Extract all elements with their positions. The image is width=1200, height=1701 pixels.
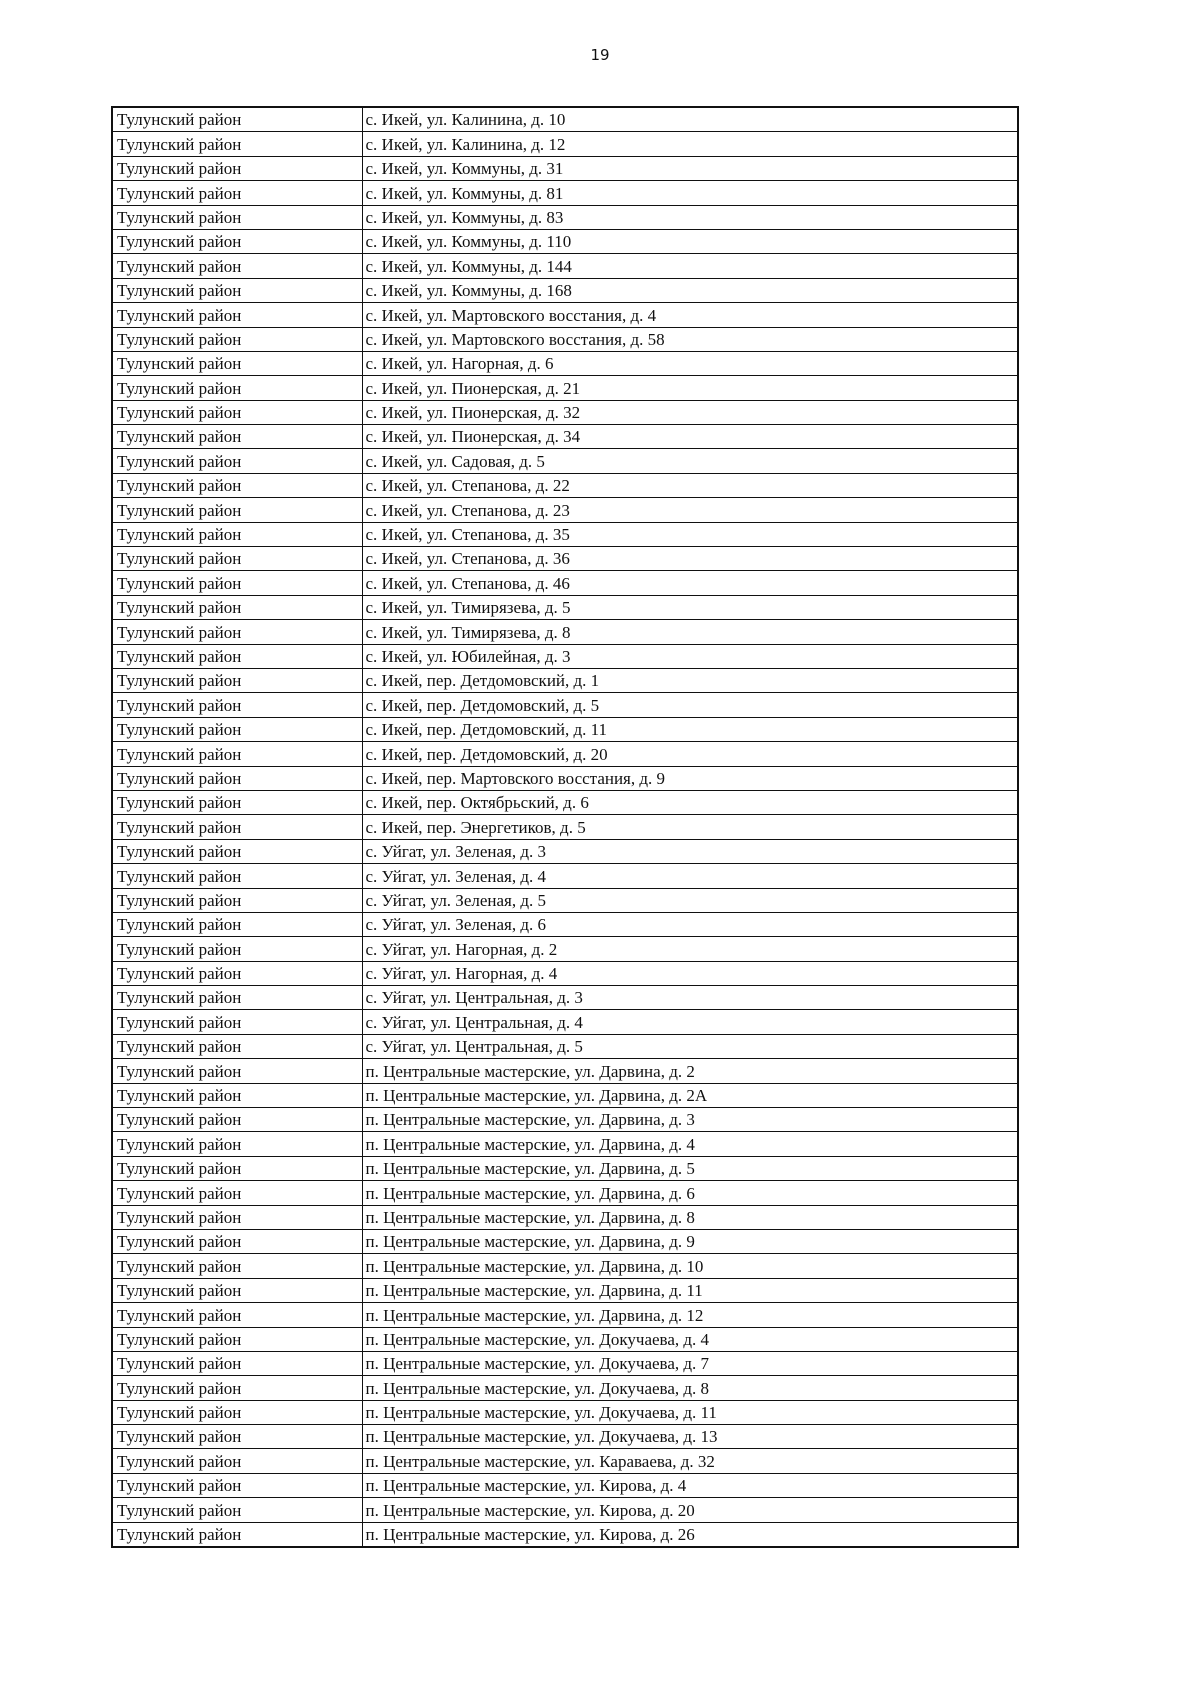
district-cell: Тулунский район: [112, 620, 362, 644]
table-row: [112, 351, 1018, 375]
district-cell: Тулунский район: [112, 790, 362, 814]
table-row: [112, 742, 1018, 766]
address-cell: с. Икей, ул. Степанова, д. 36: [362, 547, 1018, 571]
address-cell: с. Уйгат, ул. Центральная, д. 5: [362, 1034, 1018, 1058]
table-row: [112, 498, 1018, 522]
table-row: [112, 668, 1018, 692]
address-table-body: [112, 107, 1018, 1547]
address-cell: с. Икей, ул. Калинина, д. 12: [362, 132, 1018, 156]
address-cell: с. Икей, пер. Детдомовский, д. 11: [362, 717, 1018, 741]
district-cell: Тулунский район: [112, 400, 362, 424]
district-cell: Тулунский район: [112, 1156, 362, 1180]
address-cell: п. Центральные мастерские, ул. Дарвина, д. 10: [362, 1254, 1018, 1278]
table-row: [112, 1303, 1018, 1327]
district-cell: Тулунский район: [112, 1205, 362, 1229]
district-cell: Тулунский район: [112, 1010, 362, 1034]
address-cell: с. Икей, ул. Тимирязева, д. 5: [362, 595, 1018, 619]
address-cell: п. Центральные мастерские, ул. Кирова, д. 4: [362, 1473, 1018, 1497]
address-cell: с. Икей, пер. Детдомовский, д. 20: [362, 742, 1018, 766]
district-cell: Тулунский район: [112, 571, 362, 595]
district-cell: Тулунский район: [112, 742, 362, 766]
address-cell: с. Икей, ул. Степанова, д. 23: [362, 498, 1018, 522]
district-cell: Тулунский район: [112, 668, 362, 692]
address-cell: с. Икей, ул. Тимирязева, д. 8: [362, 620, 1018, 644]
table-row: [112, 1059, 1018, 1083]
address-cell: с. Икей, ул. Мартовского восстания, д. 58: [362, 327, 1018, 351]
district-cell: Тулунский район: [112, 1108, 362, 1132]
address-cell: п. Центральные мастерские, ул. Дарвина, д. 6: [362, 1181, 1018, 1205]
table-row: [112, 547, 1018, 571]
address-cell: с. Уйгат, ул. Зеленая, д. 4: [362, 864, 1018, 888]
table-row: [112, 815, 1018, 839]
table-row: [112, 1205, 1018, 1229]
address-cell: с. Икей, пер. Детдомовский, д. 1: [362, 668, 1018, 692]
table-row: [112, 107, 1018, 132]
table-row: [112, 1522, 1018, 1547]
table-row: [112, 717, 1018, 741]
district-cell: Тулунский район: [112, 1498, 362, 1522]
district-cell: Тулунский район: [112, 229, 362, 253]
table-row: [112, 1376, 1018, 1400]
district-cell: Тулунский район: [112, 1034, 362, 1058]
address-cell: с. Икей, ул. Коммуны, д. 144: [362, 254, 1018, 278]
table-row: [112, 376, 1018, 400]
district-cell: Тулунский район: [112, 644, 362, 668]
district-cell: Тулунский район: [112, 1351, 362, 1375]
address-cell: с. Уйгат, ул. Нагорная, д. 4: [362, 961, 1018, 985]
district-cell: Тулунский район: [112, 156, 362, 180]
district-cell: Тулунский район: [112, 132, 362, 156]
table-row: [112, 254, 1018, 278]
address-cell: с. Икей, пер. Мартовского восстания, д. 9: [362, 766, 1018, 790]
address-cell: с. Икей, ул. Пионерская, д. 32: [362, 400, 1018, 424]
district-cell: Тулунский район: [112, 473, 362, 497]
address-cell: с. Икей, ул. Коммуны, д. 110: [362, 229, 1018, 253]
district-cell: Тулунский район: [112, 1376, 362, 1400]
district-cell: Тулунский район: [112, 522, 362, 546]
address-cell: п. Центральные мастерские, ул. Дарвина, д. 12: [362, 1303, 1018, 1327]
district-cell: Тулунский район: [112, 351, 362, 375]
address-cell: с. Икей, ул. Пионерская, д. 34: [362, 425, 1018, 449]
table-row: [112, 278, 1018, 302]
table-row: [112, 912, 1018, 936]
address-cell: с. Уйгат, ул. Зеленая, д. 5: [362, 888, 1018, 912]
table-row: [112, 425, 1018, 449]
address-cell: с. Икей, пер. Энергетиков, д. 5: [362, 815, 1018, 839]
address-cell: п. Центральные мастерские, ул. Докучаева, д. 4: [362, 1327, 1018, 1351]
address-cell: п. Центральные мастерские, ул. Дарвина, д. 8: [362, 1205, 1018, 1229]
district-cell: Тулунский район: [112, 815, 362, 839]
district-cell: Тулунский район: [112, 1132, 362, 1156]
district-cell: Тулунский район: [112, 888, 362, 912]
district-cell: Тулунский район: [112, 693, 362, 717]
table-row: [112, 1108, 1018, 1132]
table-row: [112, 156, 1018, 180]
address-cell: п. Центральные мастерские, ул. Дарвина, д. 11: [362, 1278, 1018, 1302]
table-row: [112, 571, 1018, 595]
district-cell: Тулунский район: [112, 595, 362, 619]
address-cell: с. Икей, пер. Детдомовский, д. 5: [362, 693, 1018, 717]
table-row: [112, 229, 1018, 253]
district-cell: Тулунский район: [112, 327, 362, 351]
district-cell: Тулунский район: [112, 766, 362, 790]
table-row: [112, 620, 1018, 644]
district-cell: Тулунский район: [112, 181, 362, 205]
address-cell: с. Икей, ул. Коммуны, д. 83: [362, 205, 1018, 229]
address-cell: п. Центральные мастерские, ул. Караваева, д. 32: [362, 1449, 1018, 1473]
table-row: [112, 595, 1018, 619]
district-cell: Тулунский район: [112, 498, 362, 522]
address-cell: п. Центральные мастерские, ул. Дарвина, д. 9: [362, 1229, 1018, 1253]
address-cell: с. Икей, ул. Юбилейная, д. 3: [362, 644, 1018, 668]
table-row: [112, 961, 1018, 985]
table-row: [112, 1181, 1018, 1205]
address-cell: с. Икей, ул. Мартовского восстания, д. 4: [362, 303, 1018, 327]
district-cell: Тулунский район: [112, 1278, 362, 1302]
address-cell: с. Уйгат, ул. Зеленая, д. 3: [362, 839, 1018, 863]
district-cell: Тулунский район: [112, 1327, 362, 1351]
table-row: [112, 1278, 1018, 1302]
district-cell: Тулунский район: [112, 1181, 362, 1205]
address-cell: с. Икей, ул. Нагорная, д. 6: [362, 351, 1018, 375]
table-row: [112, 205, 1018, 229]
table-row: [112, 1327, 1018, 1351]
address-cell: с. Икей, ул. Коммуны, д. 81: [362, 181, 1018, 205]
address-cell: с. Икей, ул. Коммуны, д. 168: [362, 278, 1018, 302]
address-cell: п. Центральные мастерские, ул. Дарвина, д. 2А: [362, 1083, 1018, 1107]
address-cell: п. Центральные мастерские, ул. Дарвина, д. 2: [362, 1059, 1018, 1083]
table-row: [112, 1229, 1018, 1253]
address-cell: с. Уйгат, ул. Зеленая, д. 6: [362, 912, 1018, 936]
table-row: [112, 449, 1018, 473]
table-row: [112, 1498, 1018, 1522]
district-cell: Тулунский район: [112, 547, 362, 571]
address-table: [111, 106, 1019, 1548]
district-cell: Тулунский район: [112, 278, 362, 302]
table-row: [112, 839, 1018, 863]
table-row: [112, 888, 1018, 912]
table-row: [112, 1473, 1018, 1497]
table-row: [112, 644, 1018, 668]
address-cell: с. Икей, ул. Степанова, д. 22: [362, 473, 1018, 497]
address-cell: п. Центральные мастерские, ул. Докучаева, д. 13: [362, 1425, 1018, 1449]
district-cell: Тулунский район: [112, 254, 362, 278]
table-row: [112, 1400, 1018, 1424]
address-cell: с. Икей, ул. Пионерская, д. 21: [362, 376, 1018, 400]
table-row: [112, 522, 1018, 546]
address-cell: п. Центральные мастерские, ул. Дарвина, д. 4: [362, 1132, 1018, 1156]
district-cell: Тулунский район: [112, 205, 362, 229]
table-row: [112, 790, 1018, 814]
district-cell: Тулунский район: [112, 1522, 362, 1547]
district-cell: Тулунский район: [112, 376, 362, 400]
table-row: [112, 1132, 1018, 1156]
district-cell: Тулунский район: [112, 986, 362, 1010]
district-cell: Тулунский район: [112, 1425, 362, 1449]
district-cell: Тулунский район: [112, 449, 362, 473]
table-row: [112, 1156, 1018, 1180]
address-cell: п. Центральные мастерские, ул. Докучаева, д. 7: [362, 1351, 1018, 1375]
district-cell: Тулунский район: [112, 1229, 362, 1253]
address-cell: п. Центральные мастерские, ул. Докучаева, д. 8: [362, 1376, 1018, 1400]
table-row: [112, 1083, 1018, 1107]
table-row: [112, 1254, 1018, 1278]
district-cell: Тулунский район: [112, 1473, 362, 1497]
district-cell: Тулунский район: [112, 864, 362, 888]
address-cell: п. Центральные мастерские, ул. Кирова, д. 26: [362, 1522, 1018, 1547]
district-cell: Тулунский район: [112, 937, 362, 961]
address-cell: п. Центральные мастерские, ул. Кирова, д. 20: [362, 1498, 1018, 1522]
table-row: [112, 1425, 1018, 1449]
table-row: [112, 1034, 1018, 1058]
address-cell: с. Уйгат, ул. Центральная, д. 3: [362, 986, 1018, 1010]
district-cell: Тулунский район: [112, 1400, 362, 1424]
table-row: [112, 937, 1018, 961]
table-row: [112, 181, 1018, 205]
table-row: [112, 693, 1018, 717]
address-cell: с. Икей, ул. Коммуны, д. 31: [362, 156, 1018, 180]
address-cell: п. Центральные мастерские, ул. Дарвина, д. 5: [362, 1156, 1018, 1180]
district-cell: Тулунский район: [112, 839, 362, 863]
address-cell: с. Икей, пер. Октябрьский, д. 6: [362, 790, 1018, 814]
page-number: 19: [590, 46, 610, 64]
address-cell: п. Центральные мастерские, ул. Докучаева, д. 11: [362, 1400, 1018, 1424]
table-row: [112, 864, 1018, 888]
address-cell: с. Икей, ул. Садовая, д. 5: [362, 449, 1018, 473]
district-cell: Тулунский район: [112, 912, 362, 936]
table-row: [112, 766, 1018, 790]
address-cell: п. Центральные мастерские, ул. Дарвина, д. 3: [362, 1108, 1018, 1132]
district-cell: Тулунский район: [112, 1083, 362, 1107]
table-row: [112, 1010, 1018, 1034]
table-row: [112, 327, 1018, 351]
table-row: [112, 1351, 1018, 1375]
table-row: [112, 473, 1018, 497]
district-cell: Тулунский район: [112, 1059, 362, 1083]
district-cell: Тулунский район: [112, 107, 362, 132]
district-cell: Тулунский район: [112, 717, 362, 741]
table-row: [112, 132, 1018, 156]
address-cell: с. Икей, ул. Степанова, д. 35: [362, 522, 1018, 546]
table-row: [112, 303, 1018, 327]
address-cell: с. Уйгат, ул. Нагорная, д. 2: [362, 937, 1018, 961]
district-cell: Тулунский район: [112, 961, 362, 985]
district-cell: Тулунский район: [112, 303, 362, 327]
address-cell: с. Икей, ул. Степанова, д. 46: [362, 571, 1018, 595]
address-cell: с. Уйгат, ул. Центральная, д. 4: [362, 1010, 1018, 1034]
district-cell: Тулунский район: [112, 1449, 362, 1473]
district-cell: Тулунский район: [112, 425, 362, 449]
district-cell: Тулунский район: [112, 1303, 362, 1327]
table-row: [112, 1449, 1018, 1473]
district-cell: Тулунский район: [112, 1254, 362, 1278]
table-row: [112, 986, 1018, 1010]
table-row: [112, 400, 1018, 424]
address-cell: с. Икей, ул. Калинина, д. 10: [362, 107, 1018, 132]
